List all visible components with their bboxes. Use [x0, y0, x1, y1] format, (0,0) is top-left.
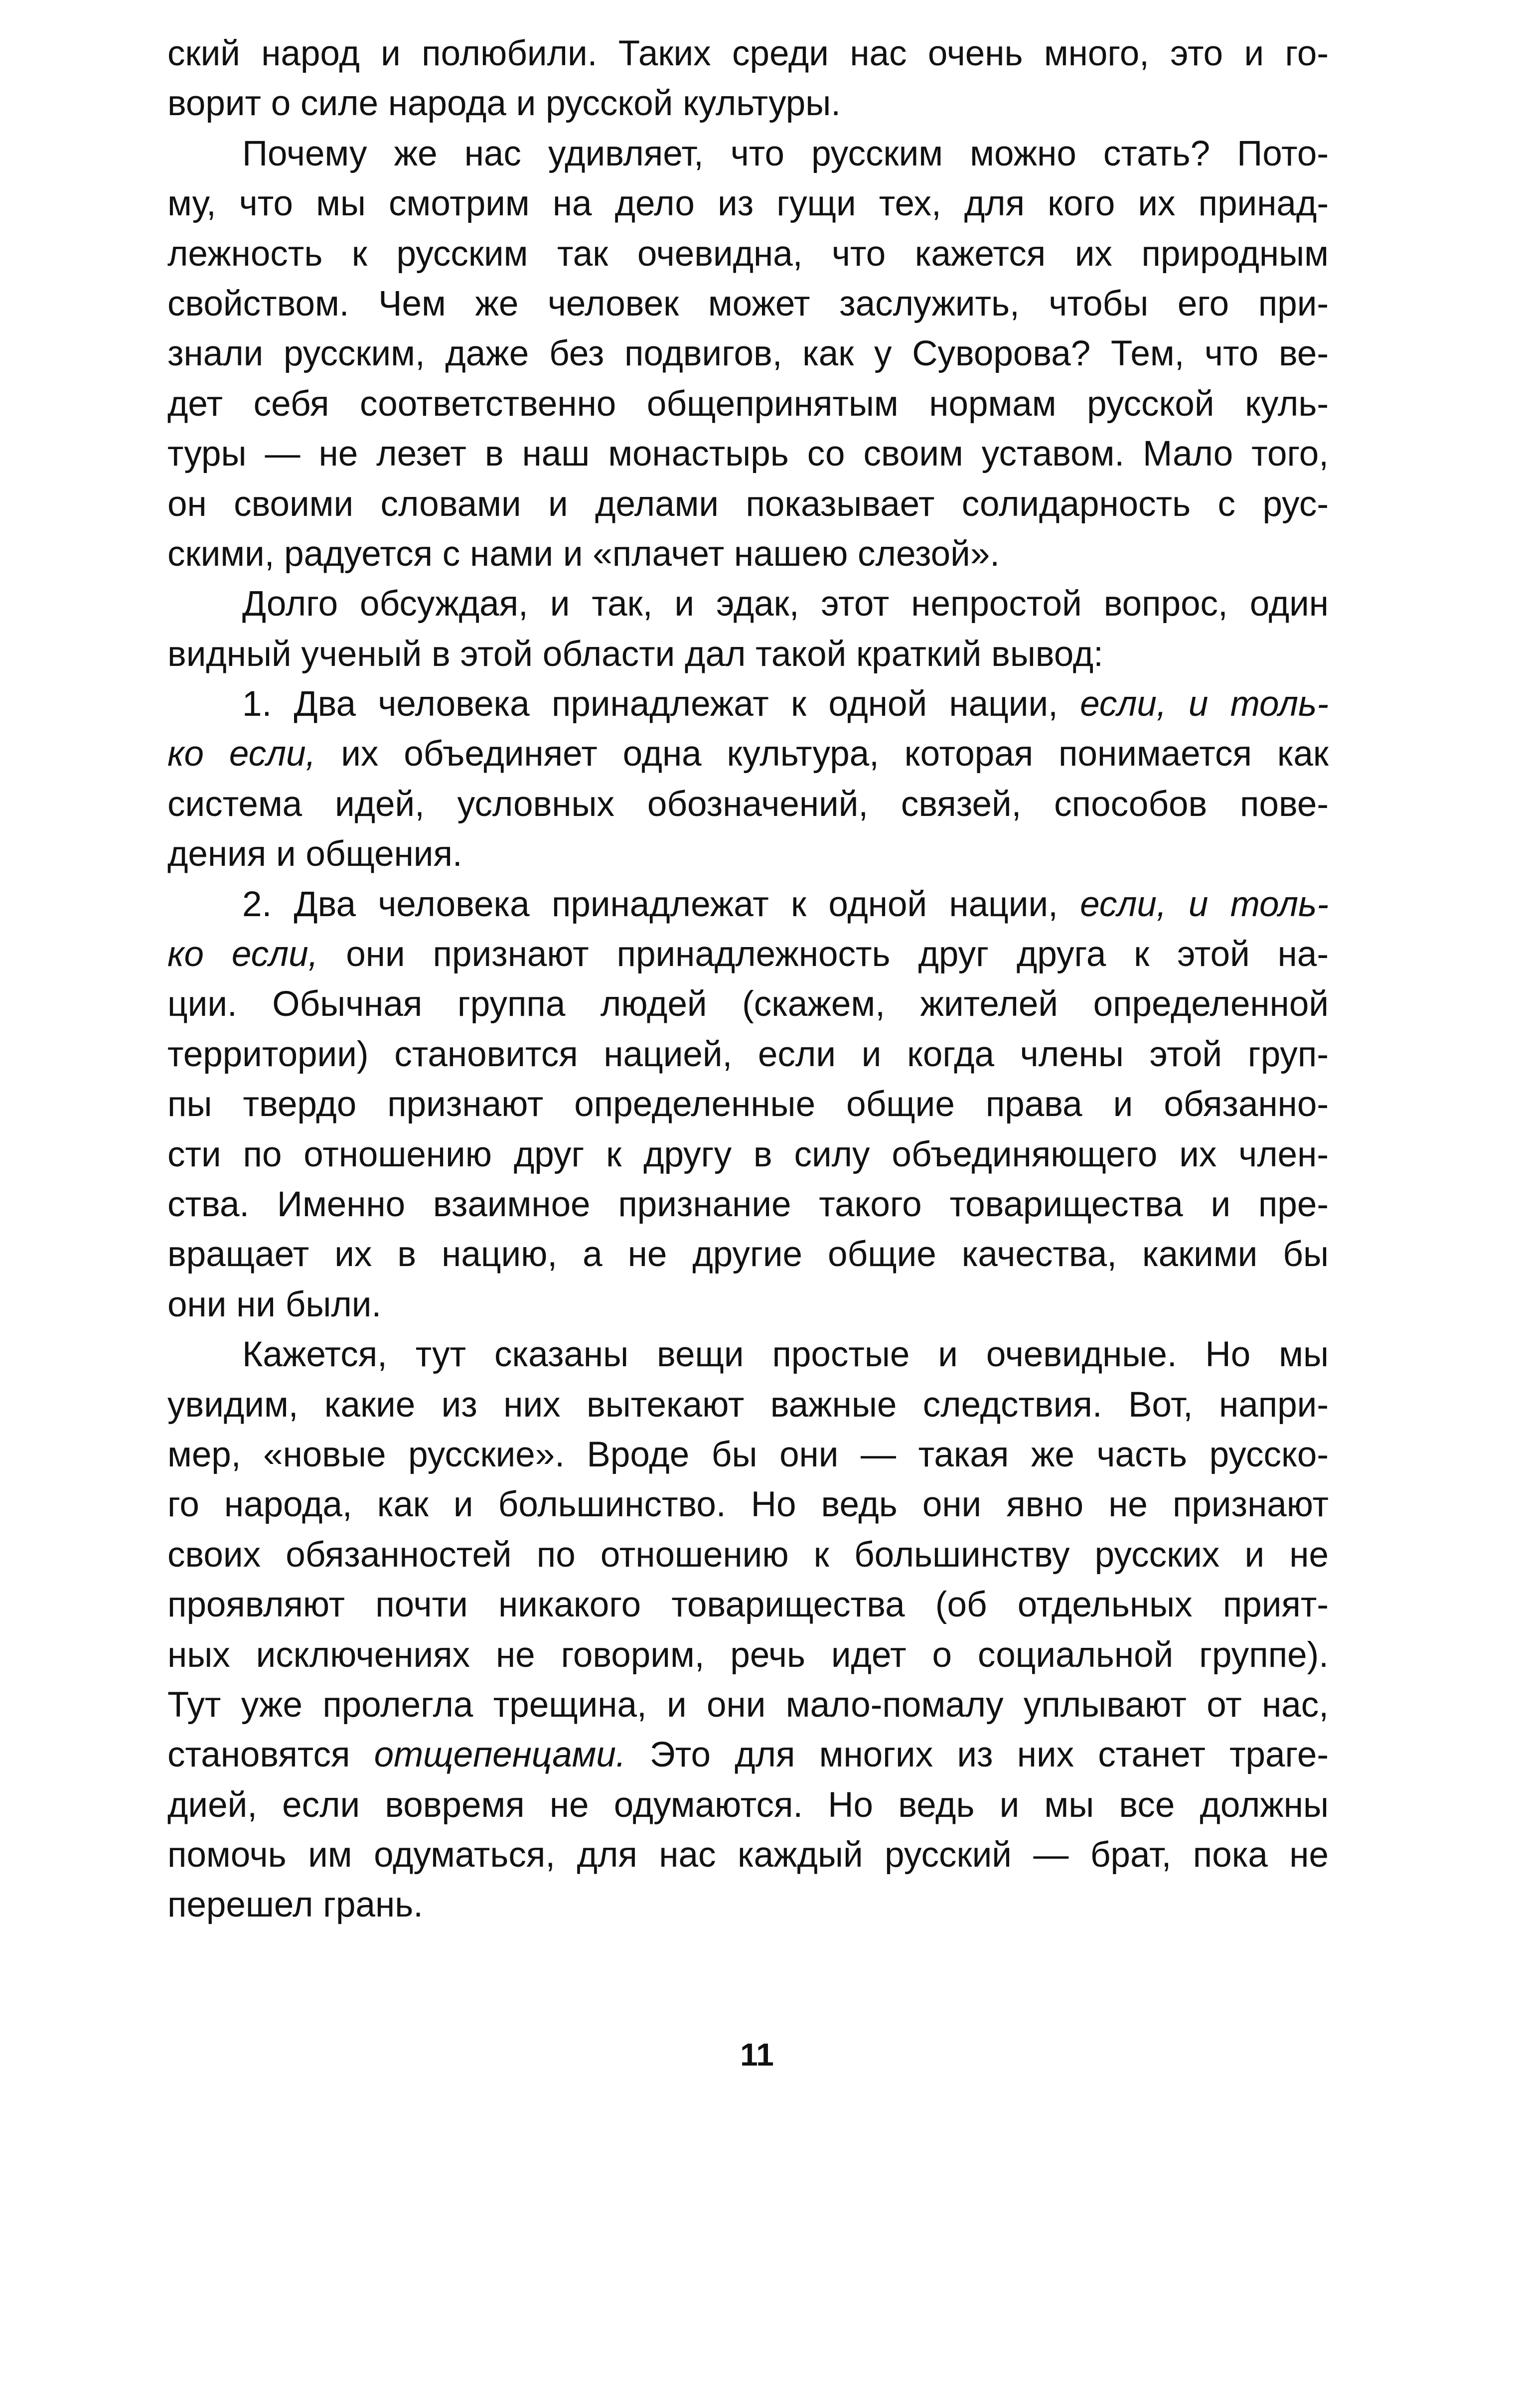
text-line: Тут уже пролегла трещина, и они мало-помалу уплывают от нас,: [167, 1685, 1329, 1725]
text-line: знали русским, даже без подвигов, как у Суворова? Тем, что ве-: [167, 334, 1329, 374]
text-line: пы твердо признают определенные общие права и обязанно-: [167, 1085, 1329, 1124]
body-text: [167, 29, 1329, 1930]
text-line: вращает их в нацию, а не другие общие качества, какими бы: [167, 1235, 1329, 1275]
paragraph-first-line: Почему же нас удивляет, что русским можно стать? Пото-: [242, 134, 1329, 173]
text-line: он своими словами и делами показывает солидарность с рус-: [167, 484, 1329, 524]
text-line: ных исключениях не говорим, речь идет о социальной группе).: [167, 1635, 1329, 1675]
text-line: дения и общения.: [167, 834, 462, 874]
text-line: ции. Обычная группа людей (скажем, жителей определенной: [167, 984, 1329, 1024]
text-line: перешел грань.: [167, 1885, 423, 1925]
text-line: ворит о силе народа и русской культуры.: [167, 84, 841, 124]
text-line: помочь им одуматься, для нас каждый русский — брат, пока не: [167, 1835, 1329, 1875]
text-line: дет себя соответственно общепринятым нормам русской куль-: [167, 384, 1329, 424]
paragraph-first-line: Долго обсуждая, и так, и эдак, этот непростой вопрос, один: [242, 584, 1329, 624]
text-line: территории) становится нацией, если и когда члены этой груп-: [167, 1034, 1329, 1074]
text-line: дией, если вовремя не одумаются. Но ведь и мы все должны: [167, 1785, 1329, 1825]
text-line: проявляют почти никакого товарищества (об отдельных прият-: [167, 1585, 1329, 1625]
page-number: 11: [740, 2037, 774, 2073]
text-line: ко если, их объединяет одна культура, которая понимается как: [167, 734, 1329, 774]
text-line: они ни были.: [167, 1284, 382, 1324]
text-line: видный ученый в этой области дал такой краткий вывод:: [167, 634, 1103, 674]
text-line: ства. Именно взаимное признание такого товарищества и пре-: [167, 1184, 1329, 1224]
text-line: сти по отношению друг к другу в силу объединяющего их член-: [167, 1134, 1329, 1174]
text-line: го народа, как и большинство. Но ведь они явно не признают: [167, 1485, 1329, 1525]
text-line: свойством. Чем же человек может заслужить, чтобы его при-: [167, 284, 1329, 323]
text-line: лежность к русским так очевидна, что кажется их природным: [167, 234, 1329, 274]
text-line: туры — не лезет в наш монастырь со своим уставом. Мало того,: [167, 434, 1329, 474]
text-line: ский народ и полюбили. Таких среди нас очень много, это и го-: [167, 34, 1329, 73]
paragraph-first-line: Кажется, тут сказаны вещи простые и очевидные. Но мы: [242, 1335, 1329, 1375]
text-line: мер, «новые русские». Вроде бы они — такая же часть русско-: [167, 1435, 1329, 1474]
text-line: система идей, условных обозначений, связей, способов пове-: [167, 784, 1329, 824]
text-line: му, что мы смотрим на дело из гущи тех, для кого их принад-: [167, 184, 1329, 224]
text-line: становятся отщепенцами. Это для многих из них станет траге-: [167, 1735, 1329, 1775]
text-line: своих обязанностей по отношению к большинству русских и не: [167, 1535, 1329, 1575]
text-line: увидим, какие из них вытекают важные следствия. Вот, напри-: [167, 1385, 1329, 1425]
list-item-first-line: 2. Два человека принадлежат к одной нации, если, и толь-: [242, 884, 1329, 924]
list-item-first-line: 1. Два человека принадлежат к одной нации, если, и толь-: [242, 684, 1329, 724]
text-line: скими, радуется с нами и «плачет нашею слезой».: [167, 534, 1000, 574]
text-line: ко если, они признают принадлежность друг друга к этой на-: [167, 935, 1329, 974]
